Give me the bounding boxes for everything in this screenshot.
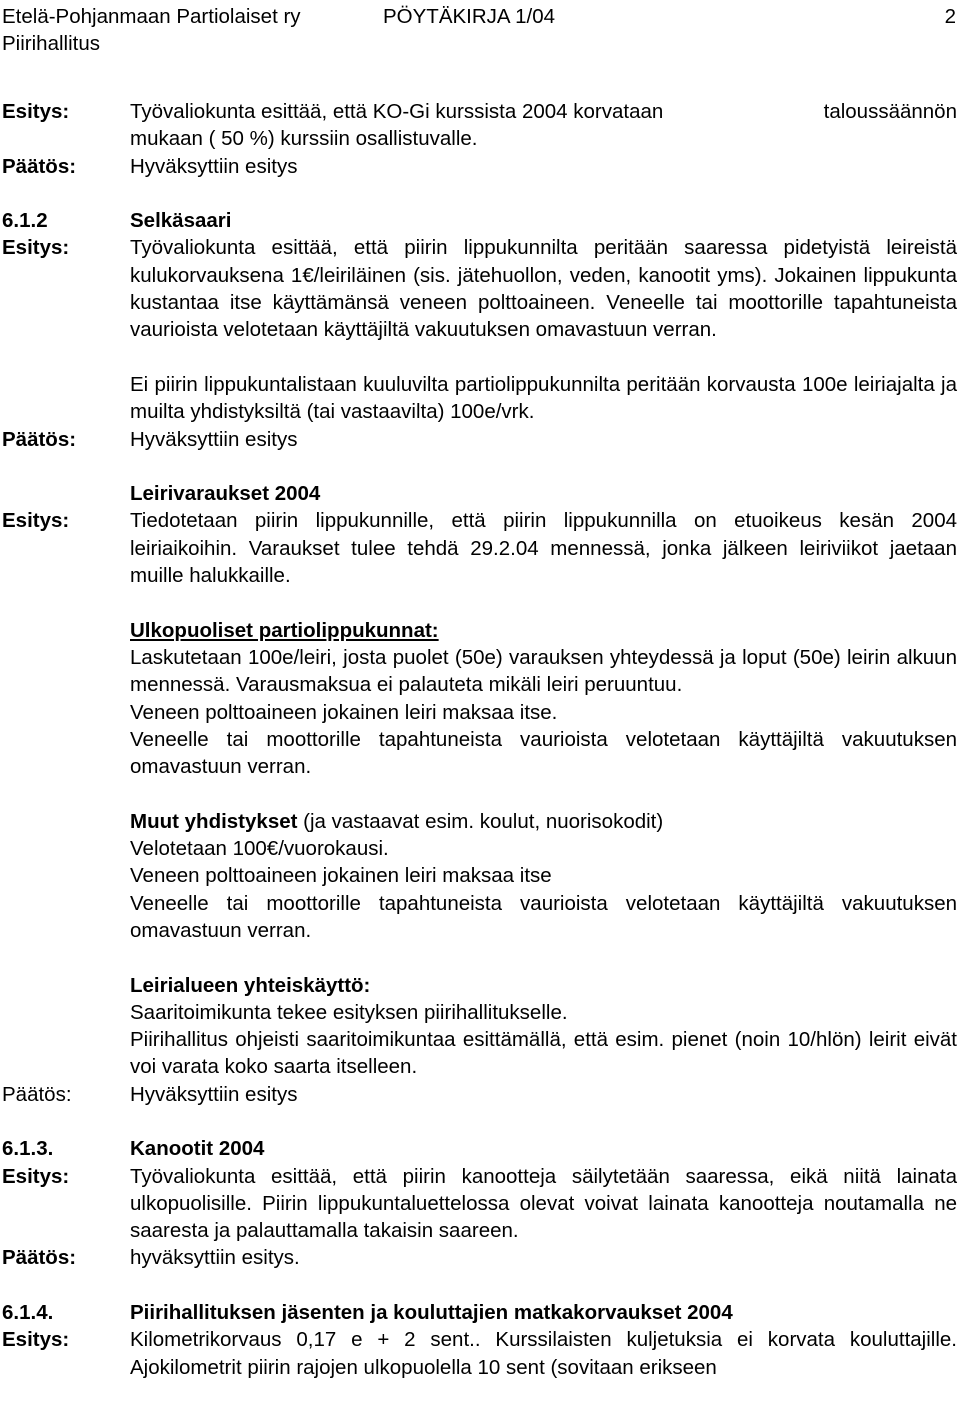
minutes-body — [0, 98, 960, 1381]
other-associations-note: (ja vastaavat esim. koulut, nuorisokodit) — [297, 809, 664, 833]
section-heading-row — [0, 207, 960, 234]
proposal-text: Työvaliokunta esittää, että piirin lippukunnilta peritään saaressa pidetyistä leireistä kulukorvauksena 1€/leiriläinen (sis. jätehuollon, veden, kanootit yms). Jokainen lippukunta kustantaa itse käyttämänsä veneen polttoaineen. Veneelle tai moottorille tapahtuneista vaurioista velotetaan käyttäjiltä vakuutuksen omavastuun verran. — [130, 236, 957, 342]
subheading-row — [0, 972, 960, 999]
external-groups-text — [130, 644, 957, 780]
proposal-line-right: taloussäännön — [823, 100, 957, 123]
proposal-line: mukaan ( 50 %) kurssiin osallistuvalle. — [130, 127, 478, 151]
proposal-row — [0, 1163, 960, 1245]
decision-row — [0, 1244, 960, 1271]
proposal-row — [0, 507, 960, 589]
other-associations-heading — [130, 808, 957, 835]
paragraph-line: Velotetaan 100€/vuorokausi. — [130, 837, 389, 861]
proposal-row — [0, 234, 960, 343]
bookings-title: Leirivaraukset 2004 — [130, 482, 321, 506]
proposal-line-left: Työvaliokunta esittää, että KO-Gi kurssista 2004 korvataan — [130, 100, 664, 123]
proposal-line — [130, 98, 957, 125]
paragraph-line: Laskutetaan 100e/leiri, josta puolet (50e) varauksen yhteydessä ja loput (50e) leirin alkuun mennessä. Varausmaksua ei palauteta mikäli leiri peruuntuu. — [130, 645, 957, 697]
subheading-row — [0, 617, 960, 644]
bookings-text: Tiedotetaan piirin lippukunnille, että piirin lippukunnilla on etuoikeus kesän 2004 leiriaikoihin. Varaukset tulee tehdä 29.2.04 mennessä, jonka jälkeen leiriviikot jaetaan muille halukkaille. — [130, 509, 957, 588]
paragraph-line: Veneen polttoaineen jokainen leiri maksaa itse. — [130, 700, 558, 724]
section-title: Selkäsaari — [130, 209, 232, 233]
paragraph-row — [0, 999, 960, 1081]
document-title: PÖYTÄKIRJA 1/04 — [383, 5, 556, 28]
decision-text: Hyväksyttiin esitys — [130, 1082, 298, 1106]
decision-row — [0, 153, 960, 180]
decision-text: Hyväksyttiin esitys — [130, 427, 298, 451]
decision-text: hyväksyttiin esitys. — [130, 1246, 300, 1270]
page-header — [0, 3, 960, 59]
proposal-row — [0, 98, 960, 153]
proposal-label: Esitys: — [2, 1328, 70, 1352]
external-groups-title: Ulkopuoliset partiolippukunnat: — [130, 618, 439, 642]
organization-name: Etelä-Pohjanmaan Partiolaiset ry — [2, 5, 301, 28]
decision-row — [0, 426, 960, 453]
paragraph-row — [0, 835, 960, 944]
other-associations-title: Muut yhdistykset — [130, 809, 298, 833]
proposal-label: Esitys: — [2, 509, 70, 533]
decision-label: Päätös: — [2, 154, 77, 178]
subheading-row — [0, 480, 960, 507]
paragraph-row — [0, 371, 960, 426]
proposal-text: Työvaliokunta esittää, että piirin kanootteja säilytetään saaressa, eikä niitä lainata ulkopuolisille. Piirin lippukuntaluettelossa olevat voivat lainata kanootteja noutamalla ne saaresta ja palauttamalla takaisin saareen. — [130, 1164, 957, 1243]
section-number: 6.1.3. — [2, 1137, 54, 1161]
paragraph-line: Piirihallitus ohjeisti saaritoimikuntaa esittämällä, että esim. pienet (noin 10/hlön) leirit eivät voi varata koko saarta itselleen. — [130, 1028, 957, 1079]
shared-use-text — [130, 999, 957, 1081]
decision-label: Päätös: — [2, 1246, 77, 1270]
decision-label: Päätös: — [2, 427, 77, 451]
other-associations-text — [130, 835, 957, 944]
proposal-row — [0, 1326, 960, 1381]
decision-text: Hyväksyttiin esitys — [130, 154, 298, 178]
section-heading-row — [0, 1135, 960, 1162]
proposal-text — [130, 98, 957, 153]
paragraph-row — [0, 644, 960, 780]
board-name: Piirihallitus — [2, 32, 100, 55]
proposal-label: Esitys: — [2, 1164, 70, 1188]
paragraph-line: Veneelle tai moottorille tapahtuneista vaurioista velotetaan käyttäjiltä vakuutuksen omavastuun verran. — [130, 891, 957, 942]
shared-use-title: Leirialueen yhteiskäyttö: — [130, 973, 371, 997]
proposal-text: Kilometrikorvaus 0,17 e + 2 sent.. Kurssilaisten kuljetuksia ei korvata kouluttajille. Ajokilometrit piirin rajojen ulkopuolella 10 sent (sovitaan erikseen — [130, 1328, 957, 1379]
paragraph-line: Veneen polttoaineen jokainen leiri maksaa itse — [130, 864, 552, 888]
proposal-label: Esitys: — [2, 236, 70, 260]
section-title: Piirihallituksen jäsenten ja kouluttajien matkakorvaukset 2004 — [130, 1301, 733, 1325]
section-title: Kanootit 2004 — [130, 1137, 265, 1161]
subheading-row — [0, 808, 960, 835]
decision-label: Päätös: — [2, 1082, 72, 1106]
section-heading-row — [0, 1299, 960, 1326]
proposal-text: Ei piirin lippukuntalistaan kuuluvilta partiolippukunnilta peritään korvausta 100e leiriajalta ja muilta yhdistyksiltä (tai vastaavilta) 100e/vrk. — [130, 372, 957, 424]
paragraph-line: Veneelle tai moottorille tapahtuneista vaurioista velotetaan käyttäjiltä vakuutuksen omavastuun verran. — [130, 727, 957, 779]
proposal-label: Esitys: — [2, 100, 70, 123]
paragraph-line: Saaritoimikunta tekee esityksen piirihallitukselle. — [130, 1000, 568, 1024]
decision-row — [0, 1081, 960, 1108]
section-number: 6.1.2 — [2, 209, 48, 233]
page-number: 2 — [944, 5, 956, 28]
section-number: 6.1.4. — [2, 1301, 54, 1325]
